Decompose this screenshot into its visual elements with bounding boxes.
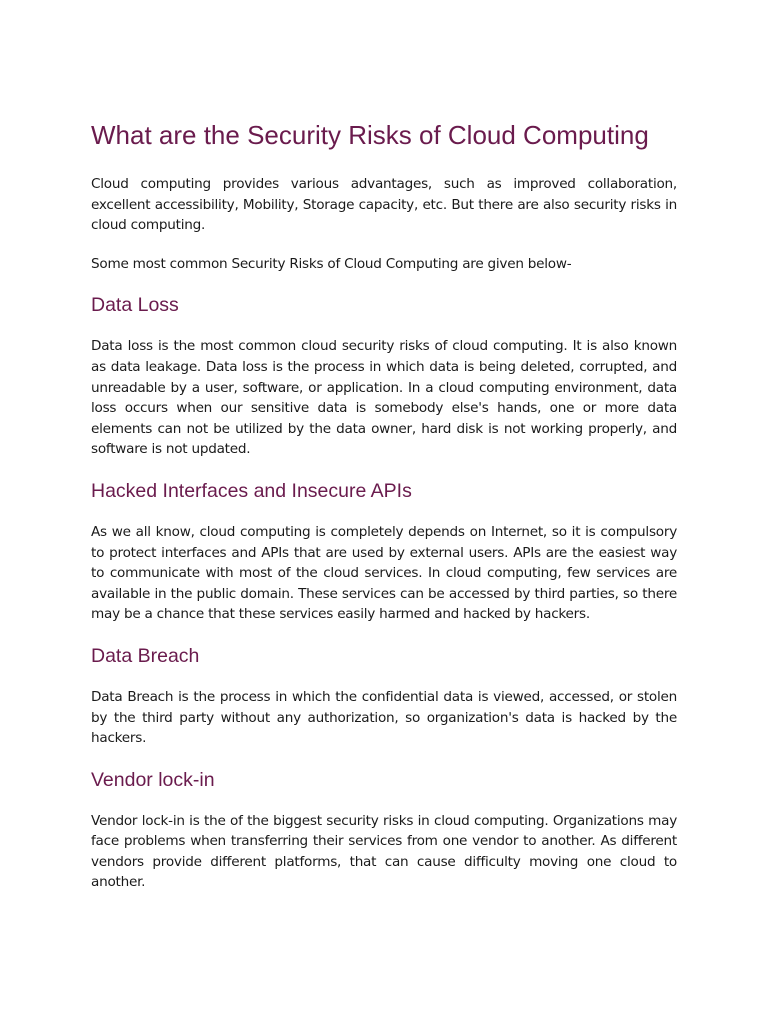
- section-heading-data-loss: Data Loss: [91, 294, 179, 317]
- section-heading-insecure-apis: Hacked Interfaces and Insecure APIs: [91, 479, 412, 502]
- document-page: [91, 118, 677, 893]
- intro-paragraph: Cloud computing provides various advantages, such as improved collaboration, excellent accessibility, Mobility, Storage capacity, etc. But there are also security risks in cloud computing.: [91, 176, 677, 234]
- section-body-insecure-apis: As we all know, cloud computing is completely depends on Internet, so it is compulsory to protect interfaces and APIs that are used by external users. APIs are the easiest way to communicate with most of the cloud services. In cloud computing, few services are available in the public domain. These services can be accessed by third parties, so there may be a chance that these services easily harmed and hacked by hackers.: [91, 523, 677, 623]
- intro-lead-in: Some most common Security Risks of Cloud Computing are given below-: [91, 255, 572, 272]
- section-body-data-breach: Data Breach is the process in which the confidential data is viewed, accessed, or stolen by the third party without any authorization, so organization's data is hacked by the hackers.: [91, 688, 677, 747]
- page-title: What are the Security Risks of Cloud Computing: [91, 120, 649, 150]
- section-heading-data-breach: Data Breach: [91, 644, 200, 667]
- section-body-data-loss: Data loss is the most common cloud security risks of cloud computing. It is also known as data leakage. Data loss is the process in which data is being deleted, corrupted, and unreadable by a user, software, or application. In a cloud computing environment, data loss occurs when our sensitive data is somebody else's hands, one or more data elements can not be utilized by the data owner, hard disk is not working properly, and software is not updated.: [91, 338, 677, 458]
- section-body-vendor-lock-in: Vendor lock-in is the of the biggest security risks in cloud computing. Organizations may face problems when transferring their services from one vendor to another. As different vendors provide different platforms, that can cause difficulty moving one cloud to another.: [91, 812, 677, 891]
- section-heading-vendor-lock-in: Vendor lock-in: [91, 768, 215, 791]
